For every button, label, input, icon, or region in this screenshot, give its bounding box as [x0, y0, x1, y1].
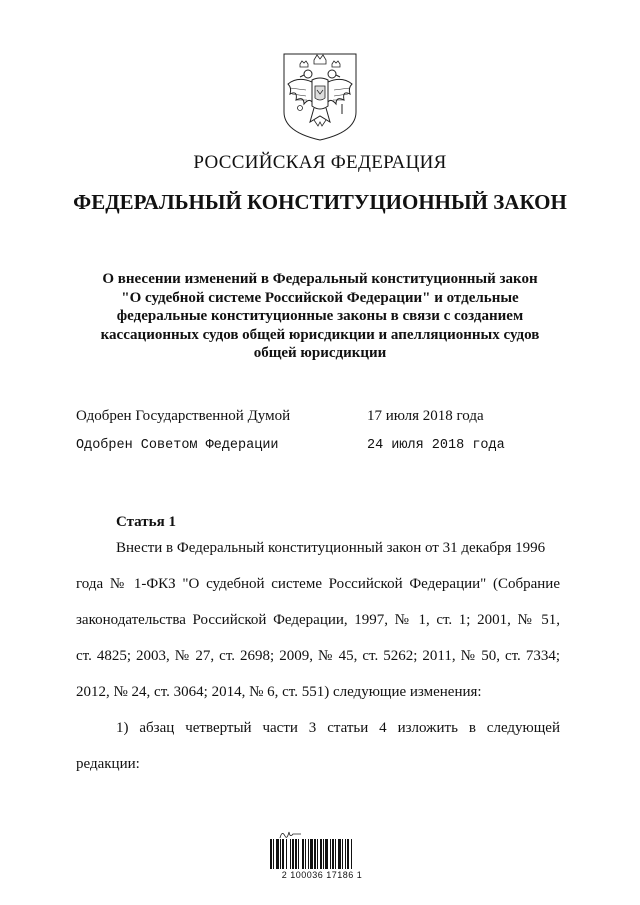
- barcode-bar: [286, 839, 287, 869]
- barcode-bar: [295, 839, 297, 869]
- barcode-bar: [292, 839, 294, 869]
- barcode-bar: [305, 839, 306, 869]
- list-item-line: редакции:: [76, 756, 140, 772]
- barcode-bar: [330, 839, 331, 869]
- barcode-bar: [282, 839, 284, 869]
- law-title-line: О внесении изменений в Федеральный конституционный закон: [102, 271, 538, 287]
- barcode-bar: [314, 839, 316, 869]
- barcode-bar: [351, 839, 352, 869]
- barcode-bar: [298, 839, 299, 869]
- barcode-bar: [323, 839, 324, 869]
- barcode-bar: [276, 839, 279, 869]
- barcode-bar: [270, 839, 272, 869]
- approval-date: 17 июля 2018 года: [367, 408, 484, 424]
- barcode-bar: [335, 839, 336, 869]
- approval-label: Одобрен Советом Федерации: [76, 438, 279, 453]
- barcode-bar: [345, 839, 346, 869]
- barcode-bar: [308, 839, 309, 869]
- country-heading: РОССИЙСКАЯ ФЕДЕРАЦИЯ: [193, 152, 447, 173]
- approval-date: 24 июля 2018 года: [367, 438, 505, 453]
- law-title: [0, 270, 640, 363]
- barcode-bar: [332, 839, 334, 869]
- paragraph-line: года № 1-ФКЗ "О судебной системе Российской Федерации" (Собрание: [76, 576, 560, 592]
- barcode-bar: [273, 839, 274, 869]
- barcode-bar: [317, 839, 318, 869]
- list-item-line: 1) абзац четвертый части 3 статьи 4 изложить в следующей: [116, 720, 560, 736]
- paragraph-line: 2012, № 24, ст. 3064; 2014, № 6, ст. 551) следующие изменения:: [76, 684, 482, 700]
- barcode-image: [268, 839, 376, 869]
- law-title-line: федеральные конституционные законы в связи с созданием: [116, 308, 524, 324]
- approval-label: Одобрен Государственной Думой: [76, 408, 291, 424]
- law-title-line: "О судебной системе Российской Федерации" и отдельные: [121, 289, 519, 306]
- barcode-bar: [338, 839, 341, 869]
- barcode-bar: [342, 839, 343, 869]
- barcode-bar: [320, 839, 322, 869]
- paragraph-line: Внести в Федеральный конституционный закон от 31 декабря 1996: [116, 540, 546, 556]
- paragraph-line: ст. 4825; 2003, № 27, ст. 2698; 2009, № 45, ст. 5262; 2011, № 50, ст. 7334;: [76, 648, 560, 664]
- coat-of-arms-emblem: [276, 50, 364, 142]
- barcode-bar: [302, 839, 304, 869]
- law-title-line: кассационных судов общей юрисдикции и апелляционных судов: [100, 326, 540, 343]
- article-heading: Статья 1: [116, 514, 176, 530]
- law-title-line: общей юрисдикции: [253, 345, 387, 361]
- barcode-bar: [290, 839, 291, 869]
- barcode-block: [268, 828, 376, 890]
- barcode-bar: [310, 839, 313, 869]
- barcode-bar: [325, 839, 328, 869]
- law-type-heading: ФЕДЕРАЛЬНЫЙ КОНСТИТУЦИОННЫЙ ЗАКОН: [73, 190, 567, 214]
- paragraph-line: законодательства Российской Федерации, 1997, № 1, ст. 1; 2001, № 51,: [76, 612, 560, 628]
- barcode-bar: [280, 839, 281, 869]
- barcode-bar: [347, 839, 349, 869]
- barcode-number: 2 100036 17186 1: [281, 870, 363, 880]
